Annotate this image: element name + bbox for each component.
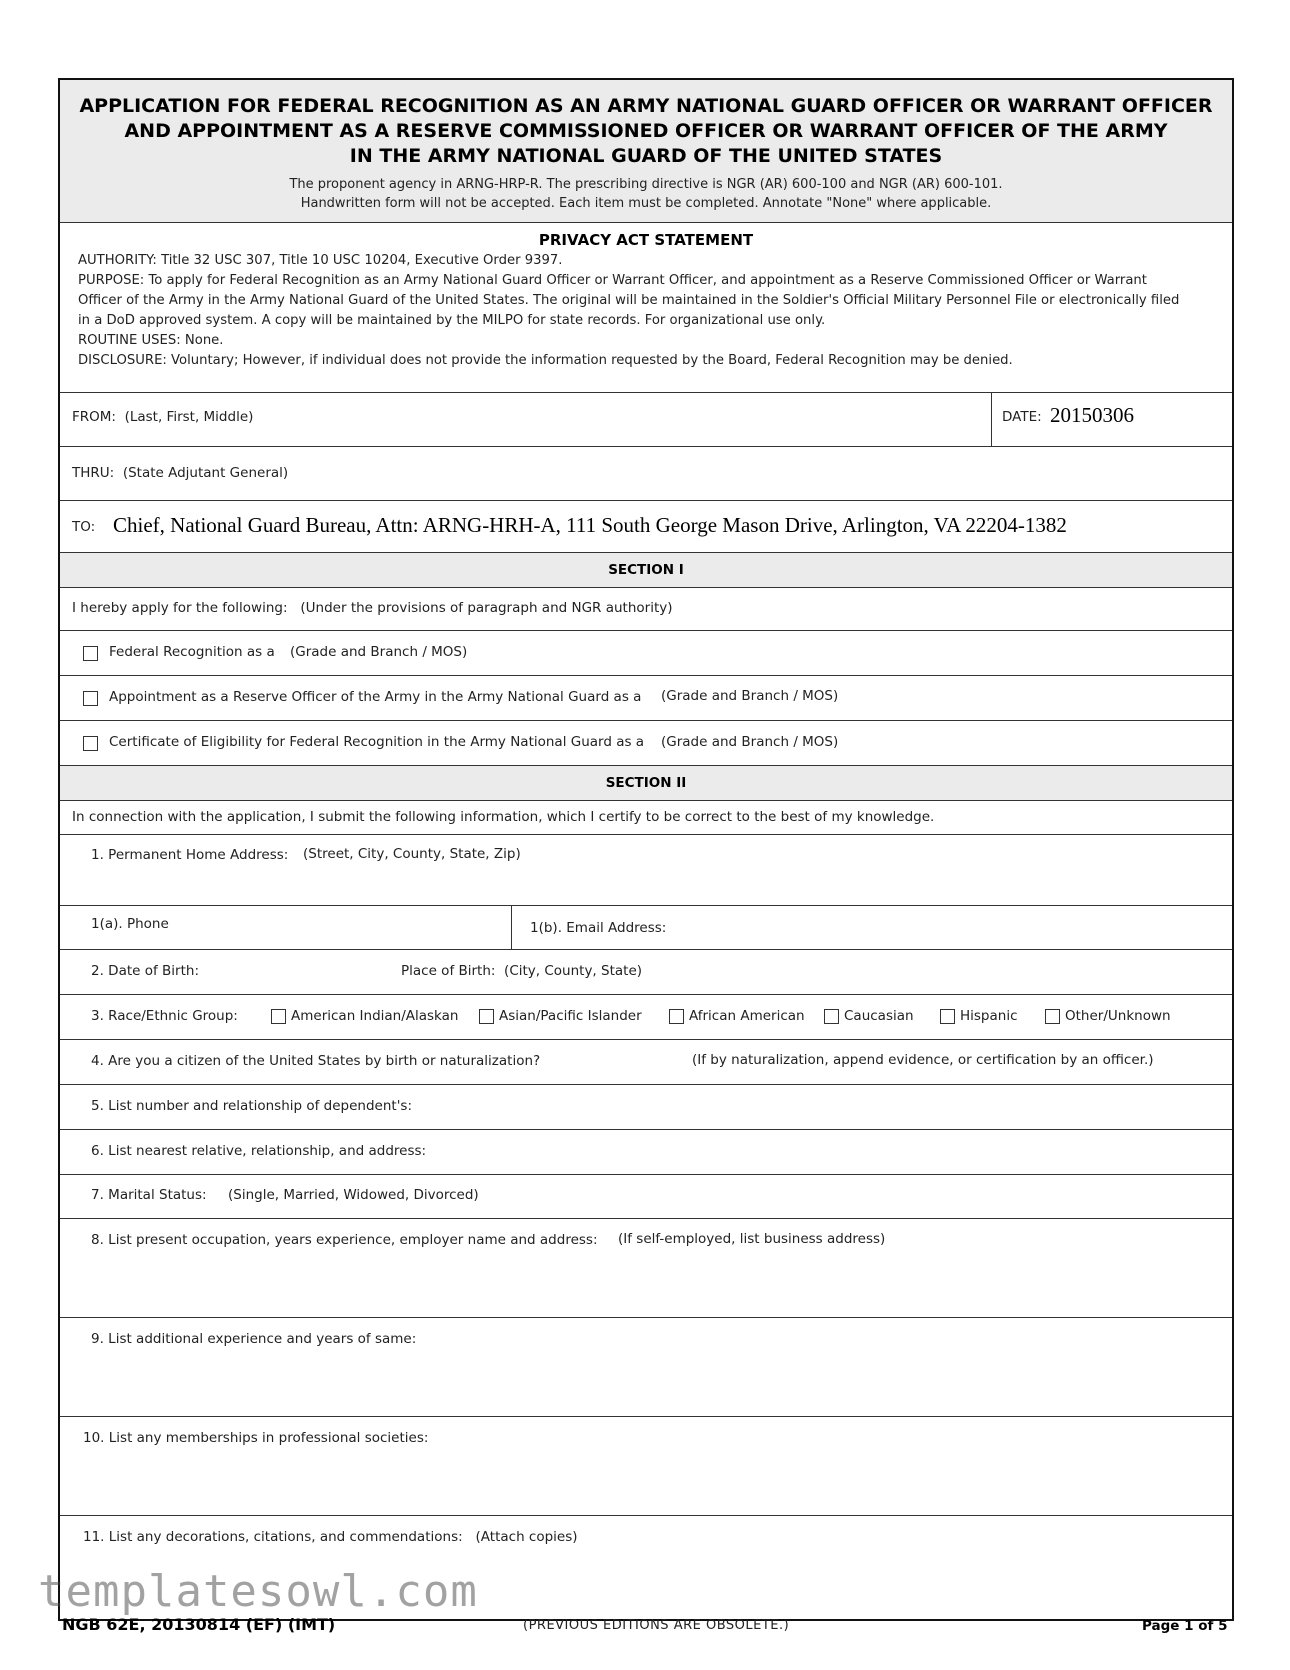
q10-row xyxy=(60,1417,1232,1516)
citizenship-hint: (If by naturalization, append evidence, or certification by an officer.) xyxy=(692,1052,1154,1068)
section-1-intro: I hereby apply for the following: (Under the provisions of paragraph and NGR authority) xyxy=(72,600,673,616)
race-label: 3. Race/Ethnic Group: xyxy=(91,1008,238,1024)
marital-status-label: 7. Marital Status: xyxy=(91,1187,207,1203)
privacy-routine-uses: ROUTINE USES: None. xyxy=(78,333,224,348)
privacy-disclosure: DISCLOSURE: Voluntary; However, if individual does not provide the information requested by the Board, Federal Recognition may be denied. xyxy=(78,353,1013,368)
thru-hint: (State Adjutant General) xyxy=(122,465,289,481)
from-date-divider xyxy=(991,393,992,446)
q7-row xyxy=(60,1175,1232,1219)
option-appointment-row xyxy=(60,676,1232,721)
race-checkbox-hispanic[interactable] xyxy=(940,1009,955,1024)
dependents-label: 5. List number and relationship of dependent's: xyxy=(91,1098,413,1114)
q1-label: 1. Permanent Home Address: xyxy=(91,847,289,863)
certificate-label: Certificate of Eligibility for Federal Recognition in the Army National Guard as a xyxy=(109,734,645,750)
q1-hint: (Street, City, County, State, Zip) xyxy=(303,846,521,862)
option-federal-recognition-row xyxy=(60,631,1232,676)
form-title xyxy=(60,94,1232,169)
q8-row xyxy=(60,1219,1232,1318)
thru-label: THRU: (State Adjutant General) xyxy=(72,465,289,481)
memberships-label: 10. List any memberships in professional societies: xyxy=(83,1430,429,1446)
thru-row xyxy=(60,447,1232,501)
marital-status-hint: (Single, Married, Widowed, Divorced) xyxy=(228,1187,479,1203)
title-line-3: IN THE ARMY NATIONAL GUARD OF THE UNITED STATES xyxy=(349,145,943,167)
from-label: FROM: (Last, First, Middle) xyxy=(72,409,254,425)
q1-row xyxy=(60,835,1232,906)
appointment-hint: (Grade and Branch / MOS) xyxy=(661,688,839,704)
q1a-q1b-row xyxy=(60,906,1232,950)
to-label: TO: xyxy=(72,519,96,535)
to-value[interactable]: Chief, National Guard Bureau, Attn: ARNG-HRH-A, 111 South George Mason Drive, Arlington, VA 22204-1382 xyxy=(113,513,1067,537)
race-option-other: Other/Unknown xyxy=(1065,1008,1171,1024)
privacy-purpose-1: PURPOSE: To apply for Federal Recognition as an Army National Guard Officer or Warrant Officer, and appointment as a Reserve Commissioned Officer or Warrant xyxy=(78,273,1147,288)
form-header xyxy=(60,80,1232,223)
appointment-checkbox[interactable] xyxy=(83,691,98,706)
citizenship-label: 4. Are you a citizen of the United States by birth or naturalization? xyxy=(91,1053,541,1069)
privacy-purpose-2: Officer of the Army in the Army National Guard of the United States. The original will be maintained in the Soldier's Official Military Personnel File or electronically filed xyxy=(78,293,1180,308)
watermark-text: templatesowl.com xyxy=(38,1566,478,1617)
nearest-relative-label: 6. List nearest relative, relationship, and address: xyxy=(91,1143,427,1159)
pob-label: Place of Birth: (City, County, State) xyxy=(401,963,643,979)
additional-experience-label: 9. List additional experience and years of same: xyxy=(91,1331,417,1347)
section-1-intro-row xyxy=(60,588,1232,631)
race-checkbox-african-american[interactable] xyxy=(669,1009,684,1024)
federal-recognition-hint: (Grade and Branch / MOS) xyxy=(290,644,468,660)
pob-hint: (City, County, State) xyxy=(504,963,643,979)
proponent-note: The proponent agency in ARNG-HRP-R. The prescribing directive is NGR (AR) 600-100 and NGR (AR) 600-101. xyxy=(289,177,1003,192)
federal-recognition-checkbox[interactable] xyxy=(83,646,98,661)
form-id: NGB 62E, 20130814 (EF) (IMT) xyxy=(62,1615,336,1634)
race-checkbox-caucasian[interactable] xyxy=(824,1009,839,1024)
phone-label: 1(a). Phone xyxy=(91,916,169,932)
privacy-title: PRIVACY ACT STATEMENT xyxy=(538,231,754,249)
q4-row xyxy=(60,1040,1232,1085)
section-1-header: SECTION I xyxy=(60,553,1232,588)
race-option-caucasian: Caucasian xyxy=(844,1008,914,1024)
race-checkbox-asian-pacific[interactable] xyxy=(479,1009,494,1024)
appointment-label: Appointment as a Reserve Officer of the Army in the Army National Guard as a xyxy=(109,689,642,705)
occupation-hint: (If self-employed, list business address) xyxy=(618,1231,886,1247)
dob-label: 2. Date of Birth: xyxy=(91,963,199,979)
race-checkbox-american-indian[interactable] xyxy=(271,1009,286,1024)
section-2-intro-row xyxy=(60,801,1232,835)
certificate-checkbox[interactable] xyxy=(83,736,98,751)
section-1-intro-hint: (Under the provisions of paragraph and NGR authority) xyxy=(300,600,673,616)
section-2-header: SECTION II xyxy=(60,766,1232,801)
handwritten-note: Handwritten form will not be accepted. Each item must be completed. Annotate "None" where applicable. xyxy=(300,196,992,211)
certificate-hint: (Grade and Branch / MOS) xyxy=(661,734,839,750)
q9-row xyxy=(60,1318,1232,1417)
page-number: Page 1 of 5 xyxy=(1142,1618,1228,1634)
privacy-text xyxy=(60,249,1232,371)
section-2-intro: In connection with the application, I submit the following information, which I certify to be correct to the best of my knowledge. xyxy=(72,809,935,825)
privacy-act-statement xyxy=(60,223,1232,393)
email-label: 1(b). Email Address: xyxy=(530,920,667,936)
q3-row xyxy=(60,995,1232,1040)
decorations-hint: (Attach copies) xyxy=(475,1529,578,1545)
q6-row xyxy=(60,1130,1232,1175)
decorations-label: 11. List any decorations, citations, and commendations: (Attach copies) xyxy=(83,1529,578,1545)
from-hint: (Last, First, Middle) xyxy=(124,409,254,425)
privacy-purpose-3: in a DoD approved system. A copy will be maintained by the MILPO for state records. For organizational use only. xyxy=(78,313,826,328)
q5-row xyxy=(60,1085,1232,1130)
form-footer xyxy=(0,1612,1290,1642)
application-form xyxy=(58,78,1234,1621)
federal-recognition-label: Federal Recognition as a xyxy=(109,644,275,660)
date-value[interactable]: 20150306 xyxy=(1050,403,1134,427)
privacy-authority: AUTHORITY: Title 32 USC 307, Title 10 USC 10204, Executive Order 9397. xyxy=(78,253,563,268)
title-line-2: AND APPOINTMENT AS A RESERVE COMMISSIONED OFFICER OR WARRANT OFFICER OF THE ARMY xyxy=(124,120,1168,142)
race-option-asian-pacific: Asian/Pacific Islander xyxy=(499,1008,642,1024)
q2-row xyxy=(60,950,1232,995)
race-option-american-indian: American Indian/Alaskan xyxy=(291,1008,459,1024)
editions-note: (PREVIOUS EDITIONS ARE OBSOLETE.) xyxy=(523,1618,790,1633)
race-option-african-american: African American xyxy=(689,1008,805,1024)
race-checkbox-other[interactable] xyxy=(1045,1009,1060,1024)
from-row xyxy=(60,393,1232,447)
race-option-hispanic: Hispanic xyxy=(960,1008,1018,1024)
title-line-1: APPLICATION FOR FEDERAL RECOGNITION AS AN ARMY NATIONAL GUARD OFFICER OR WARRANT OFFICER xyxy=(79,95,1213,117)
occupation-label: 8. List present occupation, years experience, employer name and address: xyxy=(91,1232,598,1248)
to-row xyxy=(60,501,1232,553)
option-certificate-row xyxy=(60,721,1232,766)
date-label: DATE: xyxy=(1002,409,1042,425)
phone-email-divider xyxy=(511,906,512,949)
